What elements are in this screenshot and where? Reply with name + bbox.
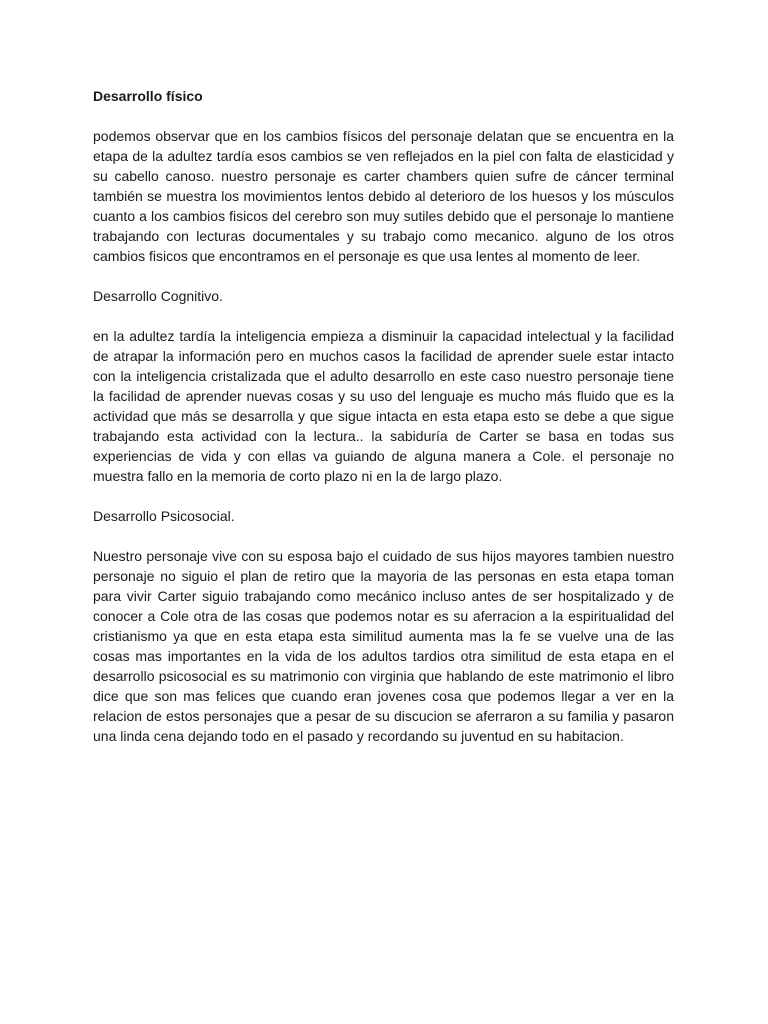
section-body-cognitivo: en la adultez tardía la inteligencia empieza a disminuir la capacidad intelectual y la facilidad de atrapar la información pero en muchos casos la facilidad de aprender suele estar intacto con la inteligencia cristalizada que el adulto desarrollo en este caso nuestro personaje tiene la facilidad de aprender nuevas cosas y su uso del lenguaje es mucho más fluido que es la actividad que más se desarrolla y que sigue intacta en esta etapa esto se debe a que sigue trabajando esta actividad con la lectura.. la sabiduría de Carter se basa en todas sus experiencias de vida y con ellas va guiando de alguna manera a Cole. el personaje no muestra fallo en la memoria de corto plazo ni en la de largo plazo. <box>93 328 674 484</box>
document-content <box>93 86 674 746</box>
spacer <box>93 486 674 506</box>
spacer <box>93 526 674 546</box>
section-heading-psicosocial: Desarrollo Psicosocial. <box>93 508 235 524</box>
spacer <box>93 106 674 126</box>
section-heading-cognitivo: Desarrollo Cognitivo. <box>93 288 223 304</box>
spacer <box>93 266 674 286</box>
section-heading-fisico: Desarrollo físico <box>93 88 203 104</box>
spacer <box>93 306 674 326</box>
section-body-psicosocial: Nuestro personaje vive con su esposa bajo el cuidado de sus hijos mayores tambien nuestro personaje no siguio el plan de retiro que la mayoria de las personas en esta etapa toman para vivir Carter siguio trabajando como mecánico incluso antes de ser hospitalizado y de conocer a Cole otra de las cosas que podemos notar es su aferracion a la espiritualidad del cristianismo ya que en esta etapa esta similitud aumenta mas la fe se vuelve una de las cosas mas importantes en la vida de los adultos tardios otra similitud de esta etapa en el desarrollo psicosocial es su matrimonio con virginia que hablando de este matrimonio el libro dice que son mas felices que cuando eran jovenes cosa que podemos llegar a ver en la relacion de estos personajes que a pesar de su discucion se aferraron a su familia y pasaron una linda cena dejando todo en el pasado y recordando su juventud en su habitacion. <box>93 548 674 744</box>
section-body-fisico: podemos observar que en los cambios físicos del personaje delatan que se encuentra en la etapa de la adultez tardía esos cambios se ven reflejados en la piel con falta de elasticidad y su cabello canoso. nuestro personaje es carter chambers quien sufre de cáncer terminal también se muestra los movimientos lentos debido al deterioro de los huesos y los músculos cuanto a los cambios fisicos del cerebro son muy sutiles debido que el personaje lo mantiene trabajando con lecturas documentales y su trabajo como mecanico. alguno de los otros cambios fisicos que encontramos en el personaje es que usa lentes al momento de leer. <box>93 128 674 264</box>
